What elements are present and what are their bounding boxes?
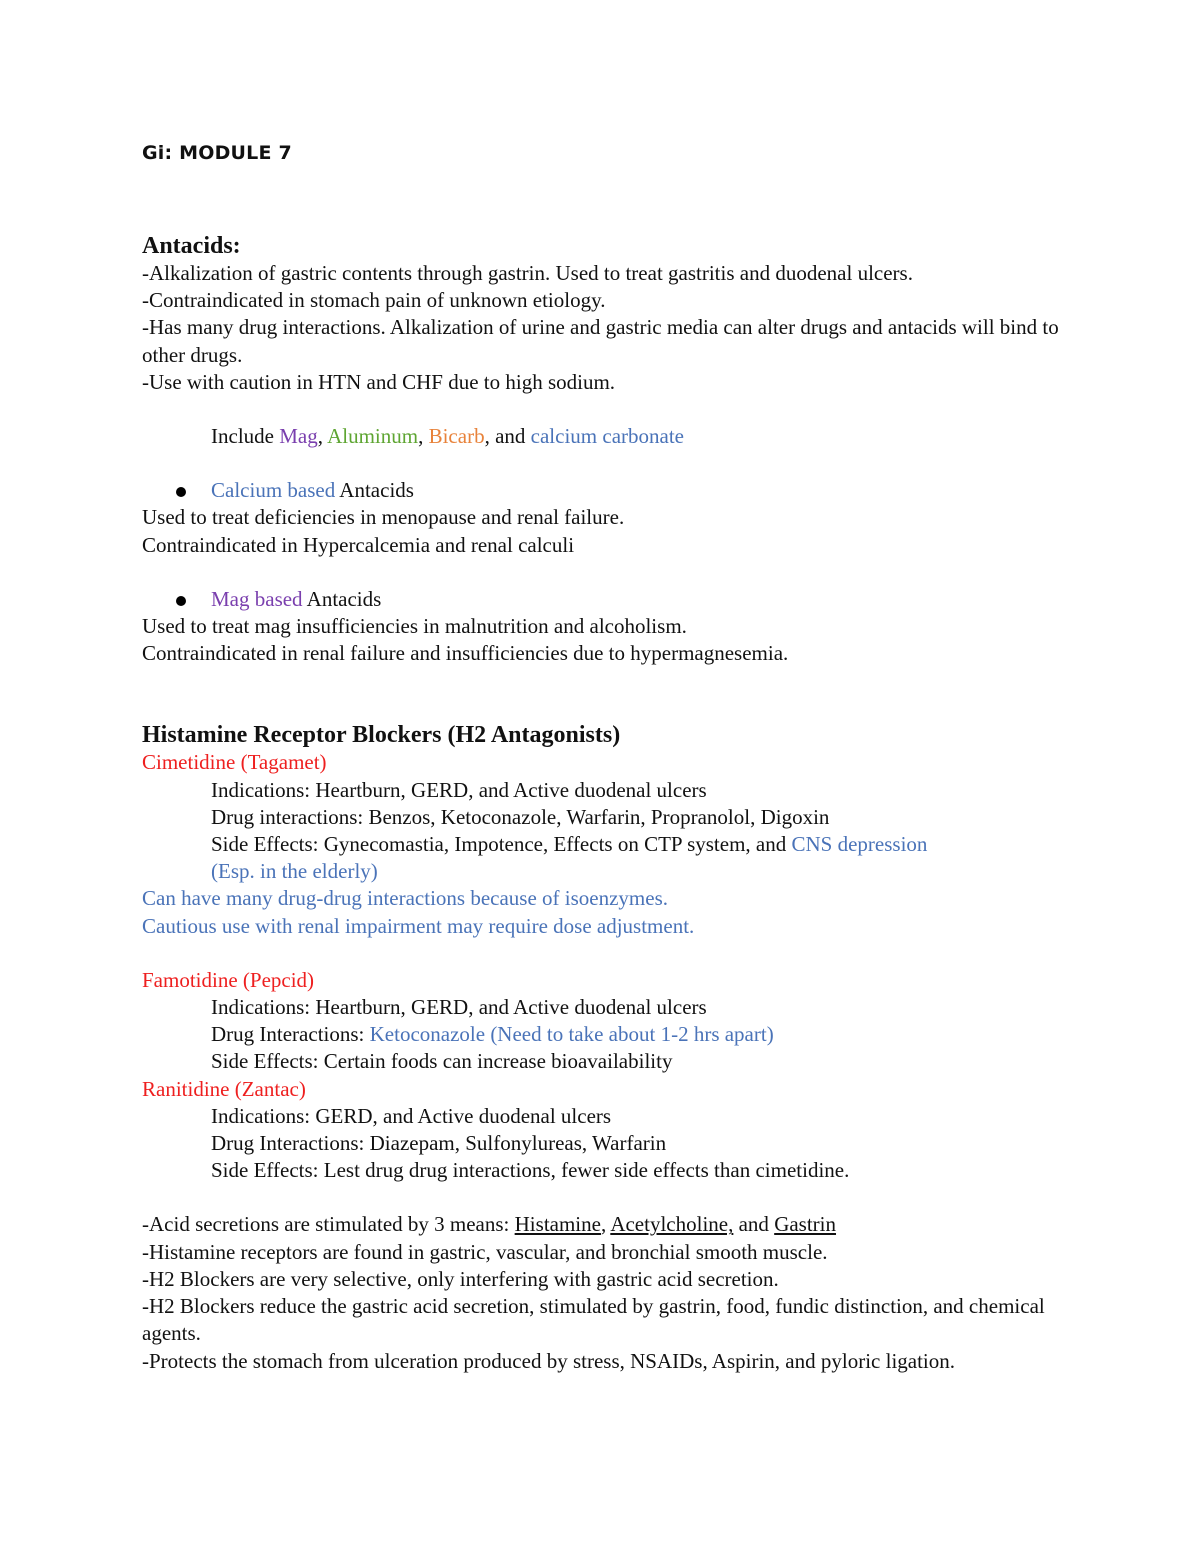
h2-note-4: -Protects the stomach from ulceration produced by stress, NSAIDs, Aspirin, and pyloric ligation. <box>142 1348 956 1373</box>
include-aluminum: Aluminum <box>327 424 419 449</box>
famotidine-interactions: Drug Interactions: Ketoconazole (Need to take about 1-2 hrs apart) <box>211 1022 774 1047</box>
include-bicarb: Bicarb <box>428 424 485 449</box>
antacids-line-4: -Use with caution in HTN and CHF due to high sodium. <box>142 369 616 394</box>
famotidine-indications: Indications: Heartburn, GERD, and Active duodenal ulcers <box>211 995 707 1020</box>
h2-note-1: -Histamine receptors are found in gastric, vascular, and bronchial smooth muscle. <box>142 1239 828 1264</box>
mag-used: Used to treat mag insufficiencies in malnutrition and alcoholism. <box>142 614 687 639</box>
mag-bullet: Mag based Antacids <box>142 586 1072 613</box>
mag-contra: Contraindicated in renal failure and insufficiencies due to hypermagnesemia. <box>142 641 789 666</box>
antacids-line-1: -Alkalization of gastric contents through gastrin. Used to treat gastritis and duodenal ulcers. <box>142 261 913 285</box>
bullet-dot-icon <box>176 596 186 606</box>
document-page <box>142 140 1072 1375</box>
ketoconazole-note: Ketoconazole (Need to take about 1-2 hrs apart) <box>369 1022 774 1047</box>
calcium-based-label: Calcium based <box>211 478 336 503</box>
module-header: Gi: MODULE 7 <box>142 142 292 164</box>
histamine-term: Histamine <box>514 1212 601 1237</box>
cimetidine-interactions: Drug interactions: Benzos, Ketoconazole, Warfarin, Propranolol, Digoxin <box>211 804 830 829</box>
acid-secretions-line: -Acid secretions are stimulated by 3 means: Histamine, Acetylcholine, and Gastrin <box>142 1212 837 1237</box>
cimetidine-side-effects: Side Effects: Gynecomastia, Impotence, Effects on CTP system, and CNS depression <box>211 832 928 857</box>
calcium-used: Used to treat deficiencies in menopause and renal failure. <box>142 505 625 530</box>
cimetidine-note-2: Cautious use with renal impairment may require dose adjustment. <box>142 913 695 938</box>
cimetidine-name: Cimetidine (Tagamet) <box>142 750 327 775</box>
antacids-heading: Antacids: <box>142 233 241 259</box>
ranitidine-indications: Indications: GERD, and Active duodenal ulcers <box>211 1103 612 1128</box>
ranitidine-interactions: Drug Interactions: Diazepam, Sulfonylureas, Warfarin <box>211 1131 667 1156</box>
calcium-contra: Contraindicated in Hypercalcemia and renal calculi <box>142 532 575 557</box>
bullet-dot-icon <box>176 487 186 497</box>
include-prefix: Include <box>211 424 280 449</box>
ranitidine-side-effects: Side Effects: Lest drug drug interactions, fewer side effects than cimetidine. <box>211 1158 850 1183</box>
ranitidine-name: Ranitidine (Zantac) <box>142 1076 306 1101</box>
include-calcium: calcium carbonate <box>530 424 684 449</box>
gastrin-term: Gastrin <box>774 1212 837 1237</box>
cns-depression: CNS depression <box>791 832 928 857</box>
acetylcholine-term: Acetylcholine, <box>610 1212 734 1237</box>
h2-note-2: -H2 Blockers are very selective, only interfering with gastric acid secretion. <box>142 1266 779 1291</box>
calcium-bullet: Calcium based Antacids <box>142 477 1072 504</box>
cimetidine-note-1: Can have many drug-drug interactions because of isoenzymes. <box>142 886 668 911</box>
h2-note-3: -H2 Blockers reduce the gastric acid secretion, stimulated by gastrin, food, fundic distinction, and chemical agents. <box>142 1294 1045 1346</box>
antacids-line-3: -Has many drug interactions. Alkalization of urine and gastric media can alter drugs and antacids will bind to other drugs. <box>142 315 1059 367</box>
cimetidine-side-effects-cont: (Esp. in the elderly) <box>211 859 378 884</box>
cimetidine-indications: Indications: Heartburn, GERD, and Active duodenal ulcers <box>211 777 707 802</box>
antacid-types-line: Include Mag, Aluminum, Bicarb, and calcium carbonate <box>211 424 684 449</box>
famotidine-name: Famotidine (Pepcid) <box>142 967 315 992</box>
antacids-line-2: -Contraindicated in stomach pain of unknown etiology. <box>142 288 606 313</box>
h2-heading: Histamine Receptor Blockers (H2 Antagonists) <box>142 722 621 749</box>
mag-based-label: Mag based <box>211 586 303 611</box>
famotidine-side-effects: Side Effects: Certain foods can increase bioavailability <box>211 1049 673 1074</box>
include-mag: Mag <box>279 424 318 449</box>
